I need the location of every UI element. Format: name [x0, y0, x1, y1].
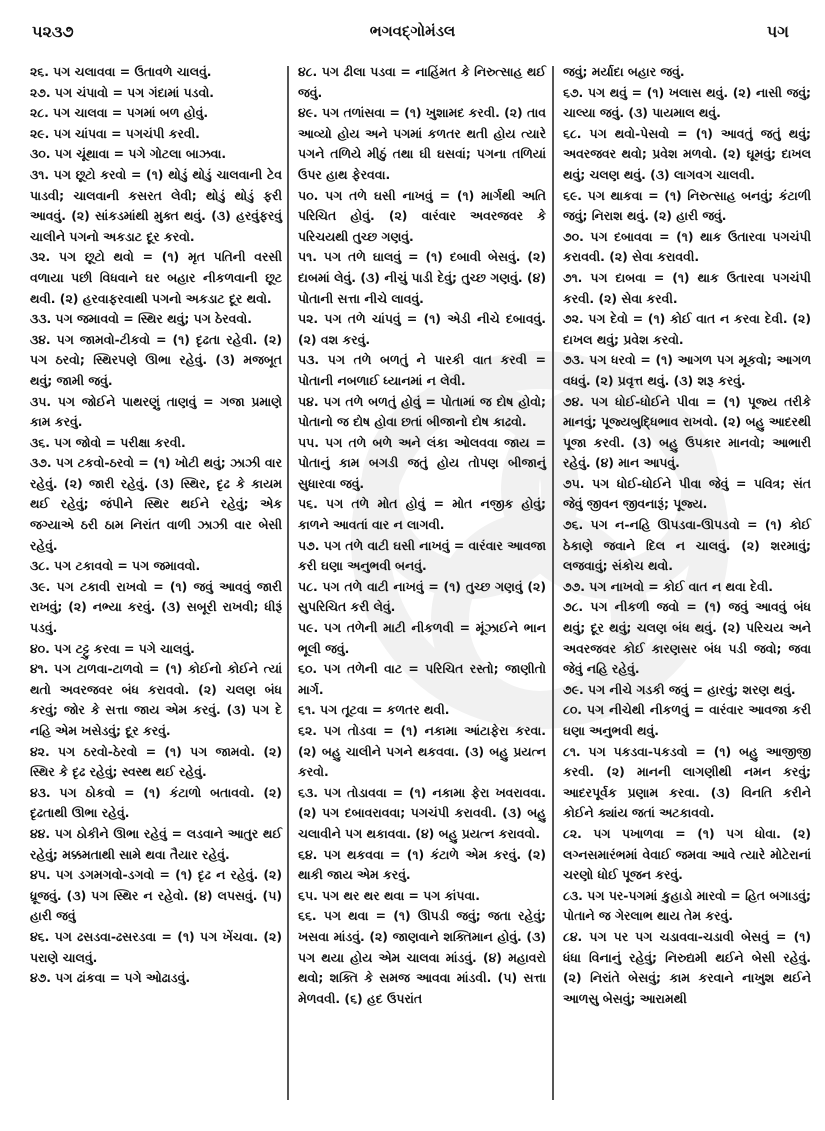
entry-number: ૪૨.	[30, 743, 50, 759]
entry-number: ૪૯.	[298, 105, 318, 121]
entry-text: પગ ધરવો = (૧) આગળ પગ મૂકવો; આગળ વધવું. (૨) પ્રવૃત્ત થવું. (૩) શરૂ કરવું.	[563, 352, 811, 388]
entry-number: ૬૮.	[563, 125, 582, 141]
entry-text: જવું; મર્યાદા બહાર જવું.	[563, 64, 685, 79]
entry-text: પગ થવા = (૧) ઊપડી જવું; જતા રહેવું; ખસવા માંડવું. (૨) જાણવાને શક્તિમાન હોવું. (૩) પગ થયા હોય એમ ચાલવા માંડવું. (૪) મહાવરો થવો; શક્તિ કે સમજ આવવા માંડવી. (૫) સત્તા મેળવવી. (૬) હદ ઉપરાંત	[298, 908, 546, 1006]
entry-number: ૮૧.	[563, 743, 581, 759]
dictionary-entry	[30, 968, 282, 989]
entry-number: ૨૯.	[30, 125, 50, 141]
entry-text: પગ થવો-પેસવો = (૧) આવતું જતું થવું; અવરજવર થવો; પ્રવેશ મળવો. (૨) ઘૂમવું; દાખલ થવું; ચલણ થવું. (૩) લાગવગ ચાલવી.	[563, 125, 811, 182]
entry-text: પગ ચલાવવા = ઉતાવળે ચાલવું.	[53, 64, 212, 79]
dictionary-entry	[30, 865, 282, 927]
entry-number: ૮૦.	[563, 702, 582, 718]
dictionary-entry	[30, 824, 282, 865]
entry-text: પગ ધોઈ-ધોઈને પીવા = (૧) પૂજ્ય તરીકે માનવું; પૂજ્યબુદ્ધિભાવ રાખવો. (૨) બહુ આદરથી પૂજા કરવી. (૩) બહુ ઉપકાર માનવો; આભારી રહેવું. (૪) માન આપવું.	[563, 393, 811, 471]
dictionary-entry	[30, 392, 282, 433]
entry-number: ૫૩.	[298, 352, 320, 368]
entry-text: પગ તળે ઘાલવું = (૧) દબાવી બેસવું. (૨) દાબમાં લેવું. (૩) નીચું પાડી દેવું; તુચ્છ ગણવું. (૪) પોતાની સત્તા નીચે લાવવું.	[298, 249, 546, 306]
dictionary-entry	[30, 453, 282, 556]
entry-number: ૫૫.	[298, 434, 319, 450]
entry-number: ૭૩.	[563, 352, 585, 368]
dictionary-entry	[563, 62, 811, 83]
entry-number: ૪૮.	[298, 64, 318, 79]
dictionary-column-2	[298, 62, 546, 1009]
dictionary-entry	[563, 824, 811, 886]
entry-text: પગ ચંપાવો = પગ ગંદામાં પડવો.	[54, 84, 215, 100]
entry-text: પગ થર થર થવા = પગ કાંપવા.	[322, 887, 480, 903]
dictionary-entry	[563, 680, 811, 701]
dictionary-entry	[298, 309, 546, 350]
entry-number: ૩૩.	[30, 311, 52, 327]
entry-number: ૩૫.	[30, 393, 52, 409]
entry-number: ૮૨.	[563, 825, 582, 841]
dictionary-entry	[30, 577, 282, 639]
entry-text: પગ જોવો = પરીક્ષા કરવી.	[54, 434, 186, 450]
dictionary-entry	[30, 144, 282, 165]
dictionary-entry	[30, 742, 282, 783]
entry-text: પગ જોઈને પાથરણું તાણવું = ગજા પ્રમાણે કામ કરવું.	[30, 393, 282, 430]
entry-text: પગ દેવો = (૧) કોઈ વાત ન કરવા દેવી. (૨) દાખલ થવું; પ્રવેશ કરવો.	[563, 311, 811, 347]
entry-number: ૬૨.	[298, 723, 317, 738]
entry-text: પગ તળે વાટી નાખવું = (૧) તુચ્છ ગણવું (૨) સુપરિચિત કરી લેવું.	[298, 578, 546, 615]
entry-number: ૬૫.	[298, 887, 318, 903]
dictionary-entry	[30, 659, 282, 741]
entry-number: ૩૦.	[30, 146, 51, 162]
dictionary-entry	[563, 268, 811, 309]
entry-text: પગ પર-પગમાં કુહાડો મારવો = હિત બગાડવું; પોતાને જ ગેરલાભ થાય તેમ કરવું.	[563, 887, 811, 924]
entry-number: ૭૨.	[563, 311, 584, 327]
dictionary-entry	[30, 556, 282, 577]
entry-text: પગ ઢસડવા-ઢસરડવા = (૧) પગ ખેંચવા. (૨) પરાણે ચાલવું.	[30, 928, 282, 965]
entry-number: ૭૯.	[563, 681, 584, 697]
entry-number: ૪૪.	[30, 825, 51, 841]
dictionary-entry	[563, 742, 811, 824]
guide-word: પગ	[766, 22, 789, 41]
running-title: ભગવદ્‍ગોમંડલ	[369, 22, 456, 40]
entry-text: પગ ટકાવવો = પગ જમાવવો.	[54, 558, 201, 574]
entry-number: ૨૬.	[30, 64, 49, 79]
entry-number: ૬૯.	[563, 187, 582, 203]
entry-number: ૩૮.	[30, 558, 50, 574]
entry-number: ૮૪.	[563, 928, 583, 944]
entry-text: પગ તળેની માટી નીકળવી = મૂંઝાઈને ભાન ભૂલી જવું.	[298, 620, 546, 656]
entry-text: પગ ઢીલા પડવા = નાહિંમત કે નિરુત્સાહ થઈ જવું.	[298, 64, 546, 100]
entry-text: પગ ચૂંથાવા = પગે ગોટલા બાઝવા.	[54, 146, 227, 162]
dictionary-column-3	[563, 62, 811, 1009]
entry-text: પગ તળે ચાંપવું = (૧) એડી નીચે દબાવવું. (૨) વશ કરવું.	[298, 311, 546, 347]
entry-number: ૮૩.	[563, 887, 583, 903]
entry-text: પગ તળે ઘસી નાખવું = (૧) માર્ગથી અતિ પરિચિત હોવું. (૨) વારંવાર અવરજવર કે પરિચયથી તુચ્છ ગણવું.	[298, 187, 546, 244]
dictionary-entry	[30, 927, 282, 968]
dictionary-entry	[298, 494, 546, 535]
entry-number: ૩૬.	[30, 434, 50, 450]
dictionary-entry	[298, 103, 546, 185]
entry-text: પગ ટટ્ટુ કરવા = પગે ચાલવું.	[54, 640, 195, 656]
entry-text: પગ છૂટો કરવો = (૧) થોડું થોડું ચાલવાની ટેવ પાડવી; ચાલવાની કસરત લેવી; થોડું થોડું ફરી આવવું. (૨) સાંકડમાંથી મુક્ત થવું. (૩) હરવુંફરવું ચાલીને પગનો અકડાટ દૂર કરવો.	[30, 166, 282, 244]
entry-number: ૫૯.	[298, 620, 319, 636]
entry-text: પગ પકડવા-પકડવો = (૧) બહુ આજીજી કરવી. (૨) માનની લાગણીથી નમન કરવું; આદરપૂર્વક પ્રણામ કરવા. (૩) વિનતિ કરીને કોઈને ક્યાંય જતાં અટકાવવો.	[563, 743, 811, 821]
dictionary-entry	[563, 309, 811, 350]
dictionary-entry	[298, 536, 546, 577]
entry-number: ૩૯.	[30, 578, 51, 594]
entry-number: ૫૨.	[298, 311, 319, 327]
entry-number: ૪૬.	[30, 928, 50, 944]
entry-number: ૫૪.	[298, 393, 319, 409]
entry-text: પગ તૂટવા = કળતર થવી.	[320, 702, 450, 718]
entry-text: પગ ઢાંકવા = પગે ઓઢાડવું.	[55, 970, 191, 986]
entry-number: ૫૬.	[298, 496, 318, 512]
entry-number: ૭૧.	[563, 269, 583, 285]
dictionary-entry	[298, 721, 546, 783]
entry-text: પગ તોડાવવા = (૧) નકામા ફેરા ખવરાવવા. (૨) પગ દબાવરાવવા; પગચંપી કરાવવી. (૩) બહુ ચલાવીને પગ થકાવવા. (૪) બહુ પ્રયત્ન કરાવવો.	[298, 784, 546, 841]
entry-number: ૬૧.	[298, 702, 316, 718]
entry-text: પગ તોડવા = (૧) નકામા આંટાફેરા કરવા. (૨) બહુ ચાલીને પગને થકવવા. (૩) બહુ પ્રયત્ન કરવો.	[298, 723, 546, 780]
dictionary-entry	[563, 474, 811, 515]
entry-text: પગ પર પગ ચડાવવા-ચડાવી બેસવું = (૧) ધંધા વિનાનું રહેવું; નિરુદ્યમી થઈને બેસી રહેવું. (૨) નિરાંતે બેસવું; કામ કરવાને નાખુશ થઈને આળસુ બેસવું; આરામથી	[563, 928, 811, 1006]
entry-number: ૬૪.	[298, 846, 318, 862]
dictionary-entry	[30, 639, 282, 660]
dictionary-entry	[563, 700, 811, 741]
dictionary-entry	[563, 83, 811, 124]
dictionary-entry	[298, 247, 546, 309]
dictionary-entry	[298, 186, 546, 248]
entry-number: ૫૦.	[298, 187, 319, 203]
entry-text: પગ ચાલવા = પગમાં બળ હોવું.	[53, 105, 209, 121]
entry-text: પગ જામવો-ટીકવો = (૧) દૃઢતા રહેવી. (૨) પગ ઠરવો; સ્થિરપણે ઊભા રહેવું. (૩) મજબૂત થવું; જામી જવું.	[30, 331, 282, 388]
dictionary-entry	[563, 927, 811, 1009]
dictionary-entry	[298, 577, 546, 618]
entry-text: પગ ન-નહિ ઊપડવા-ઊપડવો = (૧) કોઈ ઠેકાણે જવાને દિલ ન ચાલવું. (૨) શરમાવું; લજવાવું; સંકોચ થવો.	[563, 517, 811, 574]
dictionary-entry	[298, 886, 546, 907]
entry-text: પગ ઠોકીને ઊભા રહેવું = લડવાને આતુર થઈ રહેવું; મક્કમતાથી સામે થવા તૈયાર રહેવું.	[30, 825, 282, 862]
dictionary-entry	[563, 515, 811, 577]
dictionary-entry	[30, 433, 282, 454]
entry-number: ૩૨.	[30, 249, 51, 265]
entry-text: પગ ટકવો-ઠરવો = (૧) ખોટી થવું; ઝાઝી વાર રહેવું. (૨) જારી રહેવું. (૩) સ્થિર, દૃઢ કે કાયમ થઈ રહેવું; જંપીને સ્થિર થઈને રહેવું; એક જગ્યાએ ઠરી ઠામ નિરાંત વાળી ઝાઝી વાર બેસી રહેવું.	[30, 455, 282, 553]
dictionary-entry	[298, 433, 546, 495]
dictionary-entry	[563, 577, 811, 598]
entry-number: ૬૩.	[298, 784, 318, 800]
entry-text: પગ તળાંસવા = (૧) ખુશામદ કરવી. (૨) તાવ આવ્યો હોય અને પગમાં કળતર થતી હોય ત્યારે પગને તળિયે મીઠું તથા ઘી ઘસવાં; પગના તળિયાં ઉપર હાથ ફેરવવા.	[298, 105, 546, 182]
dictionary-entry	[563, 186, 811, 227]
dictionary-entry	[298, 700, 546, 721]
entry-text: પગ છૂટો થવો = (૧) મૃત પતિની વરસી વળાયા પછી વિધવાને ઘર બહાર નીકળવાની છૂટ થવી. (૨) હરવાફરવાથી પગનો અકડાટ દૂર થવો.	[30, 249, 282, 306]
entry-text: પગ દબાવવા = (૧) થાક ઉતારવા પગચંપી કરાવવી. (૨) સેવા કરાવવી.	[563, 228, 811, 265]
dictionary-entry	[298, 783, 546, 845]
entry-text: પગ થવું = (૧) ખલાસ થવું. (૨) નાસી જવું; ચાલ્યા જવું. (૩) પાયમાલ થવું.	[563, 84, 811, 121]
entry-text: પગ ઠરવો-ઠેરવો = (૧) પગ જામવો. (૨) સ્થિર કે દૃઢ રહેવું; સ્વસ્થ થઈ રહેવું.	[30, 743, 282, 780]
entry-number: ૫૧.	[298, 249, 317, 265]
entry-number: ૭૭.	[563, 578, 585, 594]
entry-number: ૪૫.	[30, 867, 51, 883]
dictionary-entry	[30, 783, 282, 824]
dictionary-column-1	[30, 62, 282, 989]
entry-number: ૬૬.	[298, 908, 317, 924]
entry-number: ૪૭.	[30, 970, 52, 986]
entry-text: પગ થાકવા = (૧) નિરુત્સાહ બનવું; કંટાળી જવું; નિરાશ થવું. (૨) હારી જવું.	[563, 187, 811, 224]
dictionary-entry	[30, 309, 282, 330]
entry-number: ૭૪.	[563, 393, 585, 409]
entry-text: પગ થકવવા = (૧) કંટાળે એમ કરવું. (૨) થાકી જાય એમ કરવું.	[298, 846, 546, 883]
page-header	[0, 22, 825, 46]
dictionary-entry	[298, 350, 546, 391]
entry-text: પગ તળે બળતું હોવું = પોતામાં જ દોષ હોવો; પોતાનો જ દોષ હોવા છતાં બીજાનો દોષ કાઢવો.	[298, 393, 546, 430]
entry-text: પગ નાખવો = કોઈ વાત ન થવા દેવી.	[589, 578, 773, 594]
dictionary-entry	[563, 350, 811, 391]
dictionary-entry	[563, 227, 811, 268]
entry-number: ૫૭.	[298, 537, 320, 553]
entry-number: ૬૭.	[563, 84, 584, 100]
entry-text: પગ પખાળવા = (૧) પગ ધોવા. (૨) લગ્નસમારંભમાં વેવાઈ જમવા આવે ત્યારે મોટેરાનાં ચરણો ધોઈ પૂજન કરવું.	[563, 825, 811, 883]
column-divider	[552, 66, 554, 1100]
entry-text: પગ તળે બળતું ને પારકી વાત કરવી = પોતાની નબળાઈ ધ્યાનમાં ન લેવી.	[298, 352, 546, 388]
dictionary-entry	[30, 83, 282, 104]
entry-number: ૭૫.	[563, 475, 585, 491]
dictionary-entry	[30, 124, 282, 145]
dictionary-entry	[298, 392, 546, 433]
dictionary-entry	[563, 886, 811, 927]
dictionary-entry	[30, 62, 282, 83]
entry-text: પગ ઠોકવો = (૧) કંટાળો બતાવવો. (૨) દૃઢતાથી ઊભા રહેવું.	[30, 784, 282, 821]
entry-number: ૭૮.	[563, 599, 584, 615]
dictionary-entry	[298, 906, 546, 1009]
entry-text: પગ નીકળી જવો = (૧) જવું આવવું બંધ થવું; દૂર થવું; ચલણ બંધ થવું. (૨) પરિચય અને અવરજવર કોઈ કારણસર બંધ પડી જવો; જવા જેવું નહિ રહેવું.	[563, 599, 811, 677]
dictionary-entry	[30, 330, 282, 392]
entry-text: પગ નીચે ગડકી જવું = હારવું; શરણ થવું.	[587, 681, 796, 697]
entry-text: પગ ટકાવી રાખવો = (૧) જવું આવવું જારી રાખવું; (૨) નભ્યા કરવું. (૩) સબૂરી રાખવી; ધીરૂં પડવું.	[30, 578, 282, 636]
dictionary-entry	[30, 165, 282, 247]
entry-number: ૩૧.	[30, 166, 50, 182]
entry-text: પગ તળે વાટી ઘસી નાખવું = વારંવાર આવજા કરી ઘણા અનુભવી બનવું.	[298, 537, 546, 574]
entry-text: પગ નીચેથી નીકળવું = વારંવાર આવજા કરી ઘણા અનુભવી થવું.	[563, 702, 811, 738]
entry-number: ૩૭.	[30, 455, 52, 471]
entry-text: પગ ધોઈ-ધોઈને પીવા જેવું = પવિત્ર; સંત જેવું જીવન જીવનારૂં; પૂજ્ય.	[563, 475, 811, 512]
entry-text: પગ ડગમગવો-ડગવો = (૧) દૃઢ ન રહેવું. (૨) ધ્રૂજવું. (૩) પગ સ્થિર ન રહેવો. (૪) લપસવું. (૫) હારી જવું	[30, 867, 282, 924]
entry-text: પગ તળે મોત હોવું = મોત નજીક હોવું; કાળને આવતાં વાર ન લાગવી.	[298, 496, 546, 533]
entry-number: ૪૧.	[30, 661, 49, 677]
entry-number: ૪૦.	[30, 640, 50, 656]
entry-number: ૩૪.	[30, 331, 51, 347]
entry-text: પગ ટાળવા-ટાળવો = (૧) કોઈનો કોઈને ત્યાં થતો અવરજવર બંધ કરાવવો. (૨) ચલણ બંધ કરવું; જોર કે સત્તા જાય એમ કરવું. (૩) પગ દે નહિ એમ ખસેડવું; દૂર કરવું.	[30, 661, 282, 738]
entry-number: ૨૮.	[30, 105, 49, 121]
entry-text: પગ દાબવા = (૧) થાક ઉતારવા પગચંપી કરવી. (૨) સેવા કરવી.	[563, 269, 811, 306]
entry-number: ૨૭.	[30, 84, 51, 100]
dictionary-entry	[563, 597, 811, 679]
dictionary-entry	[298, 618, 546, 659]
entry-number: ૪૩.	[30, 784, 51, 800]
dictionary-entry	[298, 845, 546, 886]
entry-number: ૭૬.	[563, 517, 584, 533]
entry-number: ૭૦.	[563, 228, 584, 244]
dictionary-entry	[298, 62, 546, 103]
entry-text: પગ તળેની વાટ = પરિચિત રસ્તો; જાણીતો માર્ગ.	[298, 661, 546, 697]
page-number: ૫૨૩૭	[32, 22, 74, 41]
entry-text: પગ જમાવવો = સ્થિર થવું; પગ ઠેરવવો.	[55, 311, 252, 327]
entry-number: ૬૦.	[298, 661, 318, 677]
dictionary-entry	[298, 659, 546, 700]
entry-text: પગ ચાંપવા = પગચંપી કરવી.	[53, 125, 200, 141]
entry-number: ૫૮.	[298, 578, 318, 594]
dictionary-entry	[563, 124, 811, 186]
dictionary-entry	[30, 103, 282, 124]
entry-text: પગ તળે બળે અને લંકા ઓલવવા જાય = પોતાનું કામ બગડી જતું હોય તોપણ બીજાનું સુધારવા જવું.	[298, 434, 546, 491]
dictionary-entry	[30, 247, 282, 309]
dictionary-entry	[563, 392, 811, 474]
column-divider	[287, 66, 289, 1100]
